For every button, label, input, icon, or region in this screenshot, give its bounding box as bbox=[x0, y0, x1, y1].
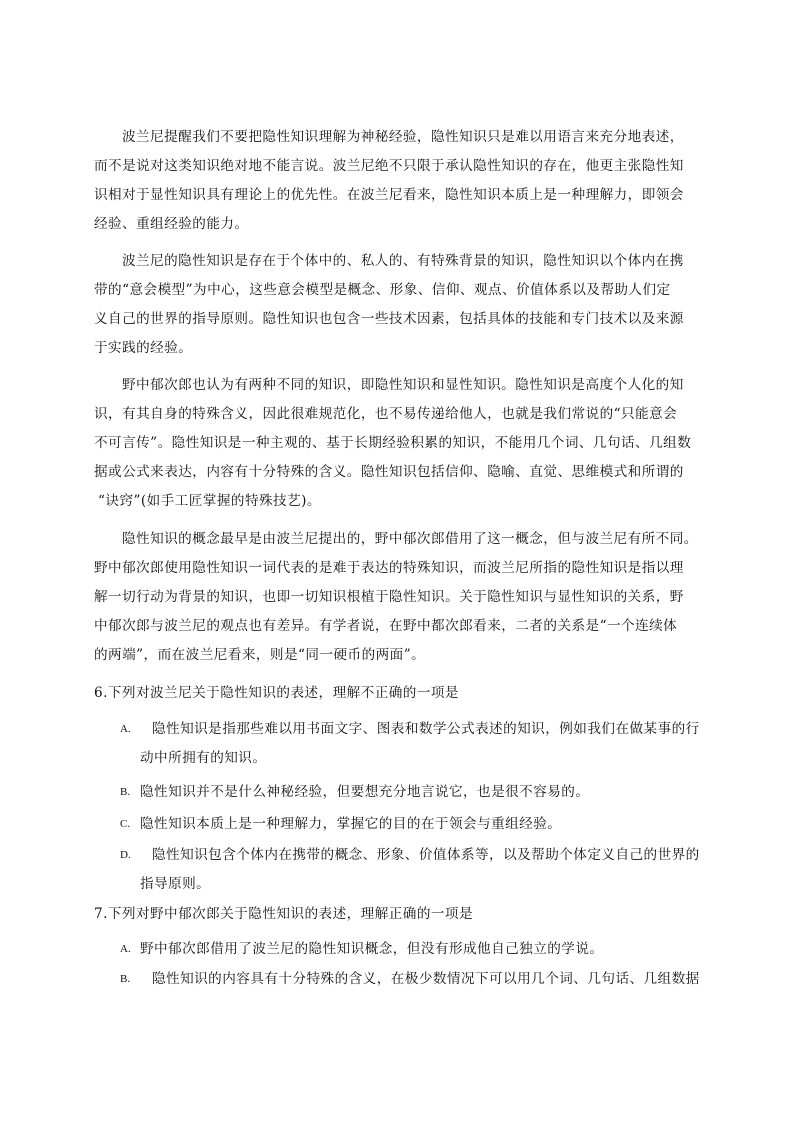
option-letter: D. bbox=[120, 849, 131, 861]
paragraph-line: 野中郁次郎使用隐性知识一词代表的是难于表达的特殊知识，而波兰尼所指的隐性知识是指以理 bbox=[94, 560, 684, 576]
option-text: 隐性知识包含个体内在携带的概念、形象、价值体系等，以及帮助个体定义自己的世界的 bbox=[152, 847, 700, 863]
option-text: 野中郁次郎借用了波兰尼的隐性知识概念，但没有形成他自己独立的学说。 bbox=[140, 941, 604, 957]
paragraph-line: 识相对于显性知识具有理论上的优先性。在波兰尼看来，隐性知识本质上是一种理解力，即领会 bbox=[94, 187, 684, 203]
paragraph-line: 波兰尼提醒我们不要把隐性知识理解为神秘经验，隐性知识只是难以用语言来充分地表述， bbox=[122, 129, 684, 145]
paragraph-line: 波兰尼的隐性知识是存在于个体中的、私人的、有特殊背景的知识，隐性知识以个体内在携 bbox=[122, 253, 684, 269]
paragraph-line: 识，有其自身的特殊含义，因此很难规范化，也不易传递给他人，也就是我们常说的“只能意会 bbox=[94, 406, 678, 422]
option-text: 隐性知识的内容具有十分特殊的含义，在极少数情况下可以用几个词、几句话、几组数据 bbox=[152, 971, 700, 987]
question-stem: 7.下列对野中郁次郎关于隐性知识的表述，理解正确的一项是 bbox=[94, 906, 474, 922]
paragraph-line: 据或公式来表达，内容有十分特殊的含义。隐性知识包括信仰、隐喻、直觉、思维模式和所谓的 bbox=[94, 464, 684, 480]
option-text: 指导原则。 bbox=[140, 876, 211, 892]
paragraph-line: 义自己的世界的指导原则。隐性知识也包含一些技术因素，包括具体的技能和专门技术以及来源 bbox=[94, 311, 684, 327]
paragraph-line: 于实践的经验。 bbox=[94, 340, 193, 356]
paragraph-line: 带的“意会模型”为中心，这些意会模型是概念、形象、信仰、观点、价值体系以及帮助人们定 bbox=[94, 282, 671, 298]
option-letter: A. bbox=[120, 723, 131, 735]
paragraph-line: 中郁次郎与波兰尼的观点也有差异。有学者说，在野中都次郎看来，二者的关系是“一个连续体 bbox=[94, 618, 678, 634]
paragraph-line: 野中郁次郎也认为有两种不同的知识，即隐性知识和显性知识。隐性知识是高度个人化的知 bbox=[122, 377, 684, 393]
option-text: 隐性知识本质上是一种理解力，掌握它的目的在于领会与重组经验。 bbox=[140, 816, 562, 832]
option-letter: B. bbox=[120, 786, 131, 798]
paragraph-line: 经验、重组经验的能力。 bbox=[94, 216, 249, 232]
option-text: 动中所拥有的知识。 bbox=[140, 750, 267, 766]
option-letter: B. bbox=[120, 973, 131, 985]
paragraph-line: “诀窍”(如手工匠掌握的特殊技艺)。 bbox=[98, 493, 321, 509]
paragraph-line: 不可言传”。隐性知识是一种主观的、基于长期经验积累的知识，不能用几个词、几句话、几组数 bbox=[94, 435, 692, 451]
paragraph-line: 解一切行动为背景的知识，也即一切知识根植于隐性知识。关于隐性知识与显性知识的关系，野 bbox=[94, 589, 684, 605]
question-stem: 6.下列对波兰尼关于隐性知识的表述，理解不正确的一项是 bbox=[94, 685, 459, 701]
option-text: 隐性知识并不是什么神秘经验，但要想充分地言说它，也是很不容易的。 bbox=[140, 784, 590, 800]
paragraph-line: 而不是说对这类知识绝对地不能言说。波兰尼绝不只限于承认隐性知识的存在，他更主张隐性知 bbox=[94, 158, 684, 174]
option-text: 隐性知识是指那些难以用书面文字、图表和数学公式表述的知识，例如我们在做某事的行 bbox=[152, 721, 700, 737]
option-letter: A. bbox=[120, 943, 131, 955]
paragraph-line: 隐性知识的概念最早是由波兰尼提出的，野中郁次郎借用了这一概念，但与波兰尼有所不同。 bbox=[122, 531, 698, 547]
paragraph-line: 的两端”，而在波兰尼看来，则是“同一硬币的两面”。 bbox=[94, 647, 426, 663]
option-letter: C. bbox=[120, 818, 131, 830]
